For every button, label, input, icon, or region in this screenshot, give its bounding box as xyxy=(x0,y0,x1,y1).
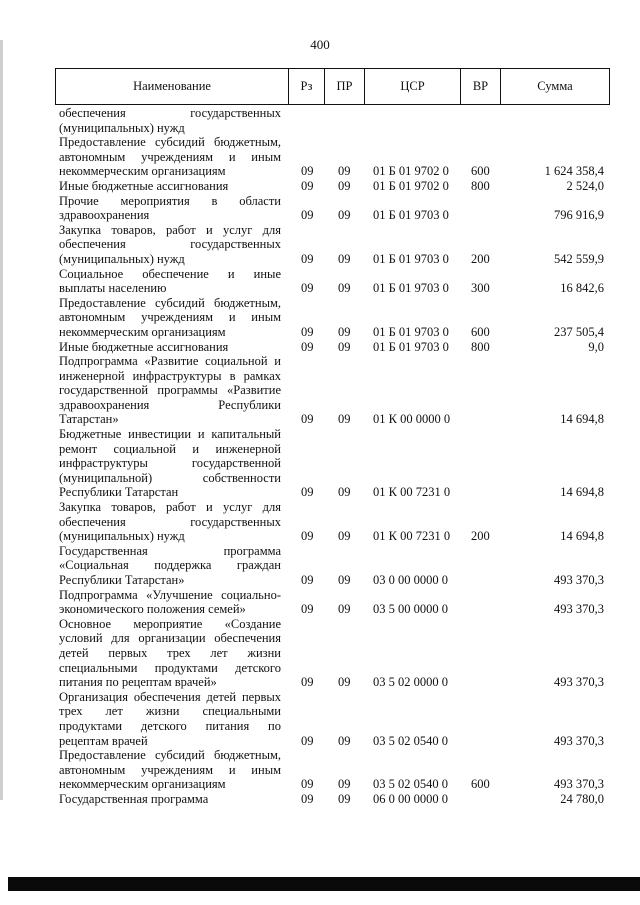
row-csr: 03 5 02 0540 0 xyxy=(373,733,448,748)
row-rz: 09 xyxy=(301,281,314,296)
row-csr: 06 0 00 0000 0 xyxy=(373,791,448,806)
row-pr: 09 xyxy=(338,675,351,690)
row-name-line: ремонт социальной и инженерной xyxy=(59,441,281,456)
row-rz: 09 xyxy=(301,529,314,544)
row-name-line: (муниципальных) нужд xyxy=(59,529,185,544)
row-name-line: (муниципальных) нужд xyxy=(59,120,185,135)
row-name-line: обеспечения государственных xyxy=(59,106,281,120)
row-rz: 09 xyxy=(301,324,314,339)
row-csr: 01 Б 01 9702 0 xyxy=(373,178,449,193)
row-name-line: Предоставление субсидий бюджетным, xyxy=(59,135,281,150)
row-pr: 09 xyxy=(338,324,351,339)
row-name xyxy=(59,427,281,500)
row-csr: 01 К 00 7231 0 xyxy=(373,529,451,544)
header-name: Наименование xyxy=(56,69,289,104)
row-vr: 800 xyxy=(471,339,490,354)
row-sum: 237 505,4 xyxy=(554,324,604,339)
row-sum: 493 370,3 xyxy=(554,573,604,587)
row-vr: 200 xyxy=(471,251,490,266)
row-name-line: (муниципальных) нужд xyxy=(59,251,185,266)
row-csr: 03 5 02 0000 0 xyxy=(373,675,448,690)
row-name-line: Подпрограмма «Развитие социальной и xyxy=(59,354,281,369)
row-pr: 09 xyxy=(338,791,351,806)
row-name xyxy=(59,617,281,690)
row-name-line: питания по рецептам врачей» xyxy=(59,675,217,690)
row-name xyxy=(59,690,281,748)
row-name xyxy=(59,194,281,223)
row-name-line: (муниципальной) собственности xyxy=(59,470,281,485)
row-vr: 300 xyxy=(471,281,490,296)
row-sum: 9,0 xyxy=(588,339,604,354)
row-name-line: Татарстан» xyxy=(59,412,119,427)
row-name-line: экономического положения семей» xyxy=(59,602,246,617)
row-csr: 01 Б 01 9703 0 xyxy=(373,251,449,266)
row-name-line: детей первых трех лет жизни xyxy=(59,645,281,660)
row-name xyxy=(59,267,281,296)
table-row xyxy=(0,427,640,500)
row-rz: 09 xyxy=(301,339,314,354)
row-sum: 14 694,8 xyxy=(560,412,604,427)
page-number: 400 xyxy=(310,37,330,52)
row-name-line: обеспечения государственных xyxy=(59,237,281,252)
row-sum: 2 524,0 xyxy=(566,178,604,193)
row-sum: 24 780,0 xyxy=(560,791,604,806)
table-row xyxy=(0,792,640,807)
header-sum: Сумма xyxy=(537,79,573,93)
row-name-line: автономным учреждениям и иным xyxy=(59,762,281,777)
row-csr: 01 Б 01 9703 0 xyxy=(373,339,449,354)
row-sum: 1 624 358,4 xyxy=(544,164,604,179)
row-sum: 16 842,6 xyxy=(560,281,604,296)
row-rz: 09 xyxy=(301,251,314,266)
table-row xyxy=(0,544,640,588)
row-name-line: специальными продуктами детского xyxy=(59,660,281,675)
row-name-line: инженерной инфраструктуры в рамках xyxy=(59,368,281,383)
scan-bottom-border xyxy=(8,877,640,891)
row-csr: 01 К 00 0000 0 xyxy=(373,412,451,427)
row-csr: 01 Б 01 9703 0 xyxy=(373,324,449,339)
row-sum: 493 370,3 xyxy=(554,777,604,792)
row-rz: 09 xyxy=(301,791,314,806)
table-row xyxy=(0,690,640,748)
row-name-line: Республики Татарстан» xyxy=(59,573,185,587)
row-name-line: Социальное обеспечение и иные xyxy=(59,266,281,281)
row-name-line: выплаты населению xyxy=(59,281,167,296)
row-pr: 09 xyxy=(338,602,351,617)
row-name-line: некоммерческим организациям xyxy=(59,777,226,792)
row-name xyxy=(59,179,281,194)
row-csr: 01 К 00 7231 0 xyxy=(373,485,451,500)
table-row xyxy=(0,135,640,179)
row-pr: 09 xyxy=(338,281,351,296)
table-row xyxy=(0,106,640,135)
row-pr: 09 xyxy=(338,251,351,266)
row-name-line: обеспечения государственных xyxy=(59,514,281,529)
row-sum: 493 370,3 xyxy=(554,675,604,690)
row-sum: 542 559,9 xyxy=(554,251,604,266)
row-vr: 600 xyxy=(471,777,490,792)
row-name-line: Иные бюджетные ассигнования xyxy=(59,339,229,354)
row-rz: 09 xyxy=(301,178,314,193)
row-name-line: Закупка товаров, работ и услуг для xyxy=(59,500,281,515)
row-name xyxy=(59,748,281,792)
row-name xyxy=(59,500,281,544)
row-name-line: «Социальная поддержка граждан xyxy=(59,558,281,573)
row-pr: 09 xyxy=(338,733,351,748)
header-vr: ВР xyxy=(461,69,501,104)
table-row xyxy=(0,588,640,617)
row-name-line: Государственная программа xyxy=(59,791,209,806)
row-sum: 14 694,8 xyxy=(560,529,604,544)
row-name-line: трех лет жизни специальными xyxy=(59,704,281,719)
row-pr: 09 xyxy=(338,412,351,427)
row-name-line: Предоставление субсидий бюджетным, xyxy=(59,748,281,763)
row-name xyxy=(59,135,281,179)
row-pr: 09 xyxy=(338,529,351,544)
table-header xyxy=(55,68,610,105)
row-name-line: государственной программы «Развитие xyxy=(59,383,281,398)
table-row xyxy=(0,194,640,223)
table-row xyxy=(0,748,640,792)
row-pr: 09 xyxy=(338,777,351,792)
row-name-line: Подпрограмма «Улучшение социально- xyxy=(59,587,281,602)
row-name xyxy=(59,544,281,588)
row-pr: 09 xyxy=(338,178,351,193)
row-rz: 09 xyxy=(301,573,314,587)
row-name-line: некоммерческим организациям xyxy=(59,324,226,339)
row-rz: 09 xyxy=(301,208,314,223)
row-name xyxy=(59,588,281,617)
table-row xyxy=(0,354,640,427)
table-row xyxy=(0,296,640,340)
row-vr: 600 xyxy=(471,164,490,179)
row-name-line: Прочие мероприятия в области xyxy=(59,193,281,208)
row-rz: 09 xyxy=(301,675,314,690)
row-rz: 09 xyxy=(301,602,314,617)
row-rz: 09 xyxy=(301,164,314,179)
row-csr: 01 Б 01 9702 0 xyxy=(373,164,449,179)
header-rz: Рз xyxy=(289,69,325,104)
row-pr: 09 xyxy=(338,573,351,587)
row-csr: 03 5 00 0000 0 xyxy=(373,602,448,617)
header-pr: ПР xyxy=(325,69,365,104)
table-row xyxy=(0,500,640,544)
row-csr: 03 5 02 0540 0 xyxy=(373,777,448,792)
row-vr: 800 xyxy=(471,178,490,193)
row-rz: 09 xyxy=(301,777,314,792)
row-rz: 09 xyxy=(301,485,314,500)
table-row xyxy=(0,340,640,355)
row-name xyxy=(59,223,281,267)
header-csr: ЦСР xyxy=(365,69,461,104)
row-sum: 796 916,9 xyxy=(554,208,604,223)
row-name-line: Иные бюджетные ассигнования xyxy=(59,178,229,193)
row-vr: 600 xyxy=(471,324,490,339)
row-name xyxy=(59,792,281,807)
row-csr: 01 Б 01 9703 0 xyxy=(373,281,449,296)
row-name-line: Государственная программа xyxy=(59,543,281,558)
table-row xyxy=(0,617,640,690)
row-sum: 493 370,3 xyxy=(554,602,604,617)
row-rz: 09 xyxy=(301,412,314,427)
row-name-line: Основное мероприятие «Создание xyxy=(59,616,281,631)
row-pr: 09 xyxy=(338,208,351,223)
row-sum: 493 370,3 xyxy=(554,733,604,748)
table-row xyxy=(0,267,640,296)
row-csr: 03 0 00 0000 0 xyxy=(373,573,448,587)
row-name-line: некоммерческим организациям xyxy=(59,164,226,179)
row-vr: 200 xyxy=(471,529,490,544)
row-name-line: Организация обеспечения детей первых xyxy=(59,689,281,704)
table-row xyxy=(0,223,640,267)
row-name-line: Закупка товаров, работ и услуг для xyxy=(59,222,281,237)
row-name-line: Предоставление субсидий бюджетным, xyxy=(59,295,281,310)
row-name-line: здравоохранения xyxy=(59,208,150,223)
row-pr: 09 xyxy=(338,164,351,179)
row-name-line: Бюджетные инвестиции и капитальный xyxy=(59,427,281,442)
row-name-line: условий для организации обеспечения xyxy=(59,631,281,646)
row-name xyxy=(59,354,281,427)
row-name-line: здравоохранения Республики xyxy=(59,397,281,412)
row-name-line: автономным учреждениям и иным xyxy=(59,310,281,325)
row-name-line: рецептам врачей xyxy=(59,733,148,748)
table-row xyxy=(0,179,640,194)
row-name xyxy=(59,106,281,135)
row-name-line: Республики Татарстан xyxy=(59,485,179,500)
row-name-line: продуктами детского питания по xyxy=(59,718,281,733)
table-body xyxy=(0,106,640,807)
row-name-line: инфраструктуры государственной xyxy=(59,456,281,471)
row-name xyxy=(59,340,281,355)
row-csr: 01 Б 01 9703 0 xyxy=(373,208,449,223)
row-sum: 14 694,8 xyxy=(560,485,604,500)
row-name-line: автономным учреждениям и иным xyxy=(59,149,281,164)
row-name xyxy=(59,296,281,340)
row-pr: 09 xyxy=(338,485,351,500)
row-pr: 09 xyxy=(338,339,351,354)
row-rz: 09 xyxy=(301,733,314,748)
